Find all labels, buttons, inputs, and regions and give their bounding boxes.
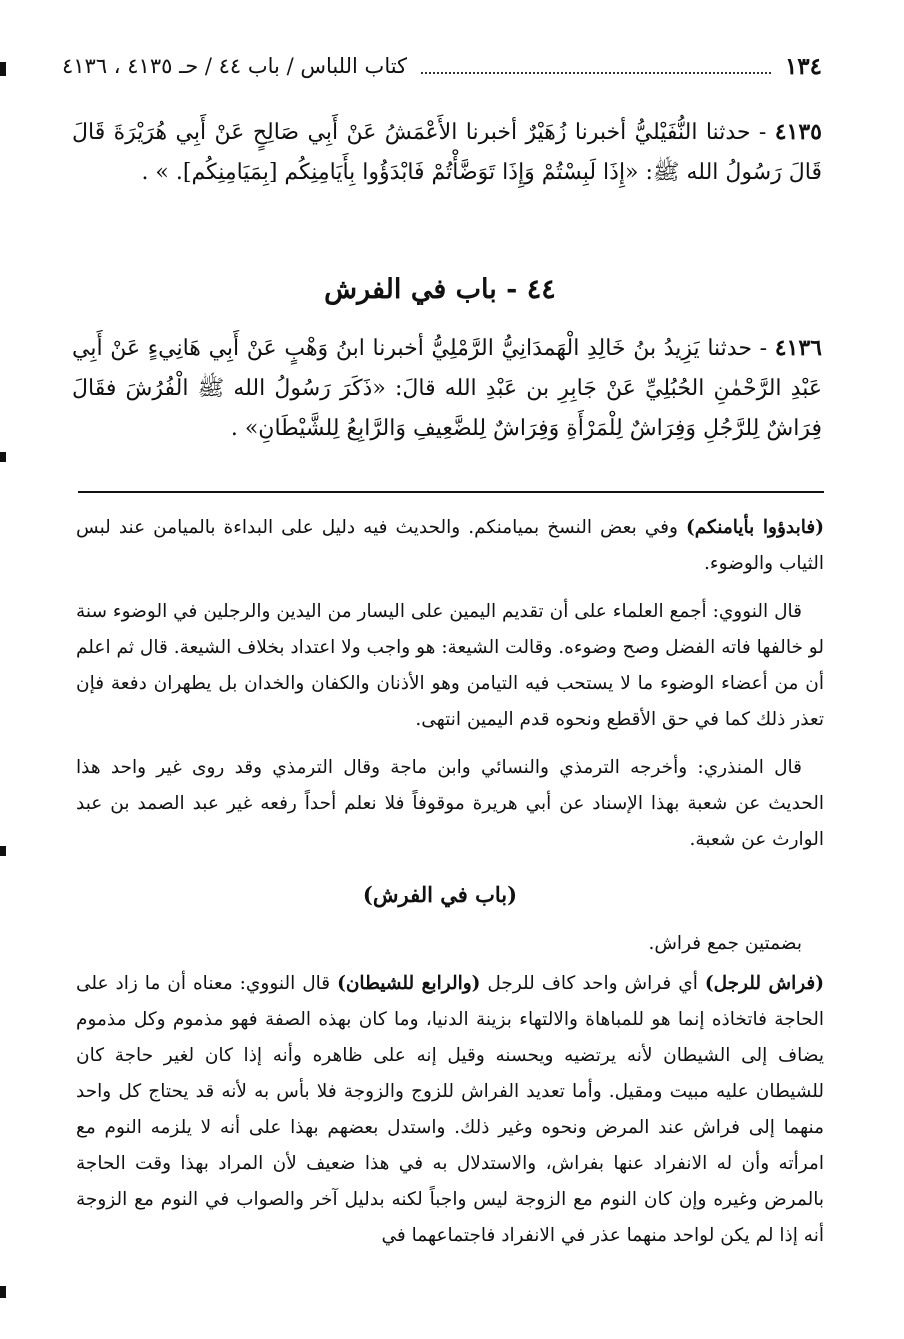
sub-heading: (باب في الفرش): [362, 882, 518, 907]
hadith-number: ٤١٣٦: [774, 335, 822, 361]
lemma: (فراش للرجل): [704, 973, 825, 994]
commentary-paragraph: [76, 510, 824, 582]
hadith-text: - حدثنا النُّفَيْليُّ أخبرنا زُهَيْرٌ أخبرنا الأَعْمَشُ عَنْ أَبِي صَالِحٍ عَنْ أَبِي هُرَيْرَةَ قَالَ قَالَ رَسُولُ الله ﷺ: «إِذَا لَبِسْتُمْ وَإِذَا تَوَضَّأْتُمْ فَابْدَؤُوا بِأَيَامِنِكُم [بِمَيَامِنِكُم]. » .: [72, 120, 822, 185]
commentary-paragraph: بضمتين جمع فراش.: [648, 933, 802, 954]
edge-mark: [0, 846, 6, 856]
running-header: [62, 46, 822, 86]
commentary-lower: [76, 926, 824, 1254]
commentary-paragraph: [76, 966, 824, 1254]
commentary-text: أي فراش واحد كاف للرجل: [480, 973, 705, 994]
edge-mark: [0, 62, 6, 76]
lemma: (والرابع للشيطان): [337, 973, 481, 994]
leader-dots: [421, 58, 771, 74]
commentary-text: وفي بعض النسخ بميامنكم. والحديث فيه دليل على البداءة بالميامن عند لبس الثياب والوضوء.: [76, 517, 824, 574]
hadith-4136: [72, 328, 822, 449]
chapter-heading: ٤٤ - باب في الفرش: [324, 274, 556, 305]
hadith-number: ٤١٣٥: [774, 119, 822, 145]
footnote-separator: [78, 491, 824, 493]
commentary-upper: [76, 510, 824, 858]
commentary-text: قال النووي: معناه أن ما زاد على الحاجة فاتخاذه إنما هو للمباهاة والالتهاء بزينة الدنيا، وما كان بهذه الصفة فهو مذموم وكل مذموم يضاف إلى الشيطان لأنه يرتضيه ويحسنه وقيل إنه على ظاهره وأنه إذا كان لغير حاجة كان للشيطان عليه مبيت ومقيل. وأما تعديد الفراش للزوج والزوجة فلا بأس به لأنه قد يحتاج كل واحد منهما إلى فراش عند المرض ونحوه وغير ذلك. واستدل بعضهم بهذا على أنه لا يلزمه النوم مع امرأته وأن له الانفراد عنها بفراش، والاستدلال به في هذا ضعيف لأن المراد بهذا وقت الحاجة بالمرض وغيره وإن كان النوم مع الزوجة ليس واجباً لكنه بدليل آخر والصواب في النوم مع الزوجة أنه إذا لم يكن لواحد منهما عذر في الانفراد فاجتماعهما في: [76, 973, 824, 1246]
hadith-text: - حدثنا يَزِيدُ بنُ خَالِدِ الْهَمدَانِيُّ الرَّمْلِيُّ أخبرنا ابنُ وَهْبٍ عَنْ أَبِي هَانِيءٍ عَنْ أَبِي عَبْدِ الرَّحْمٰنِ الحُبُلِيِّ عَنْ جَابِرِ بن عَبْدِ الله قالَ: «ذَكَرَ رَسُولُ الله ﷺ الْفُرُشَ فقَالَ فِرَاشٌ لِلرَّجُلِ وَفِرَاشٌ لِلْمَرْأَةِ وَفِرَاشٌ لِلضَّعِيفِ وَالرَّابِعُ لِلشَّيْطَانِ» .: [72, 336, 822, 441]
commentary-paragraph: قال المنذري: وأخرجه الترمذي والنسائي وابن ماجة وقال الترمذي وقد روى غير واحد هذا الحديث عن شعبة بهذا الإسناد عن أبي هريرة موقوفاً فلا نعلم أحداً رفعه غير عبد الصمد بن عبد الوارث عن شعبة.: [76, 757, 824, 850]
commentary-paragraph: قال النووي: أجمع العلماء على أن تقديم اليمين على اليسار من اليدين والرجلين في الوضوء سنة لو خالفها فاته الفضل وصح وضوءه. وقالت الشيعة: هو واجب ولا اعتداد بخلاف الشيعة. قال ثم اعلم أن من أعضاء الوضوء ما لا يستحب فيه التيامن وهو الأذنان والكفان والخدان بل يطهران دفعة فإن تعذر ذلك كما في حق الأقطع ونحوه قدم اليمين انتهى.: [76, 601, 824, 730]
running-title: كتاب اللباس / باب ٤٤ / حـ ٤١٣٥ ، ٤١٣٦: [62, 54, 408, 78]
page-number: ١٣٤: [784, 52, 822, 80]
hadith-4135: [72, 112, 822, 193]
edge-mark: [0, 452, 6, 462]
edge-mark: [0, 1286, 6, 1298]
lemma: (فابدؤوا بأيامنكم): [685, 517, 825, 538]
